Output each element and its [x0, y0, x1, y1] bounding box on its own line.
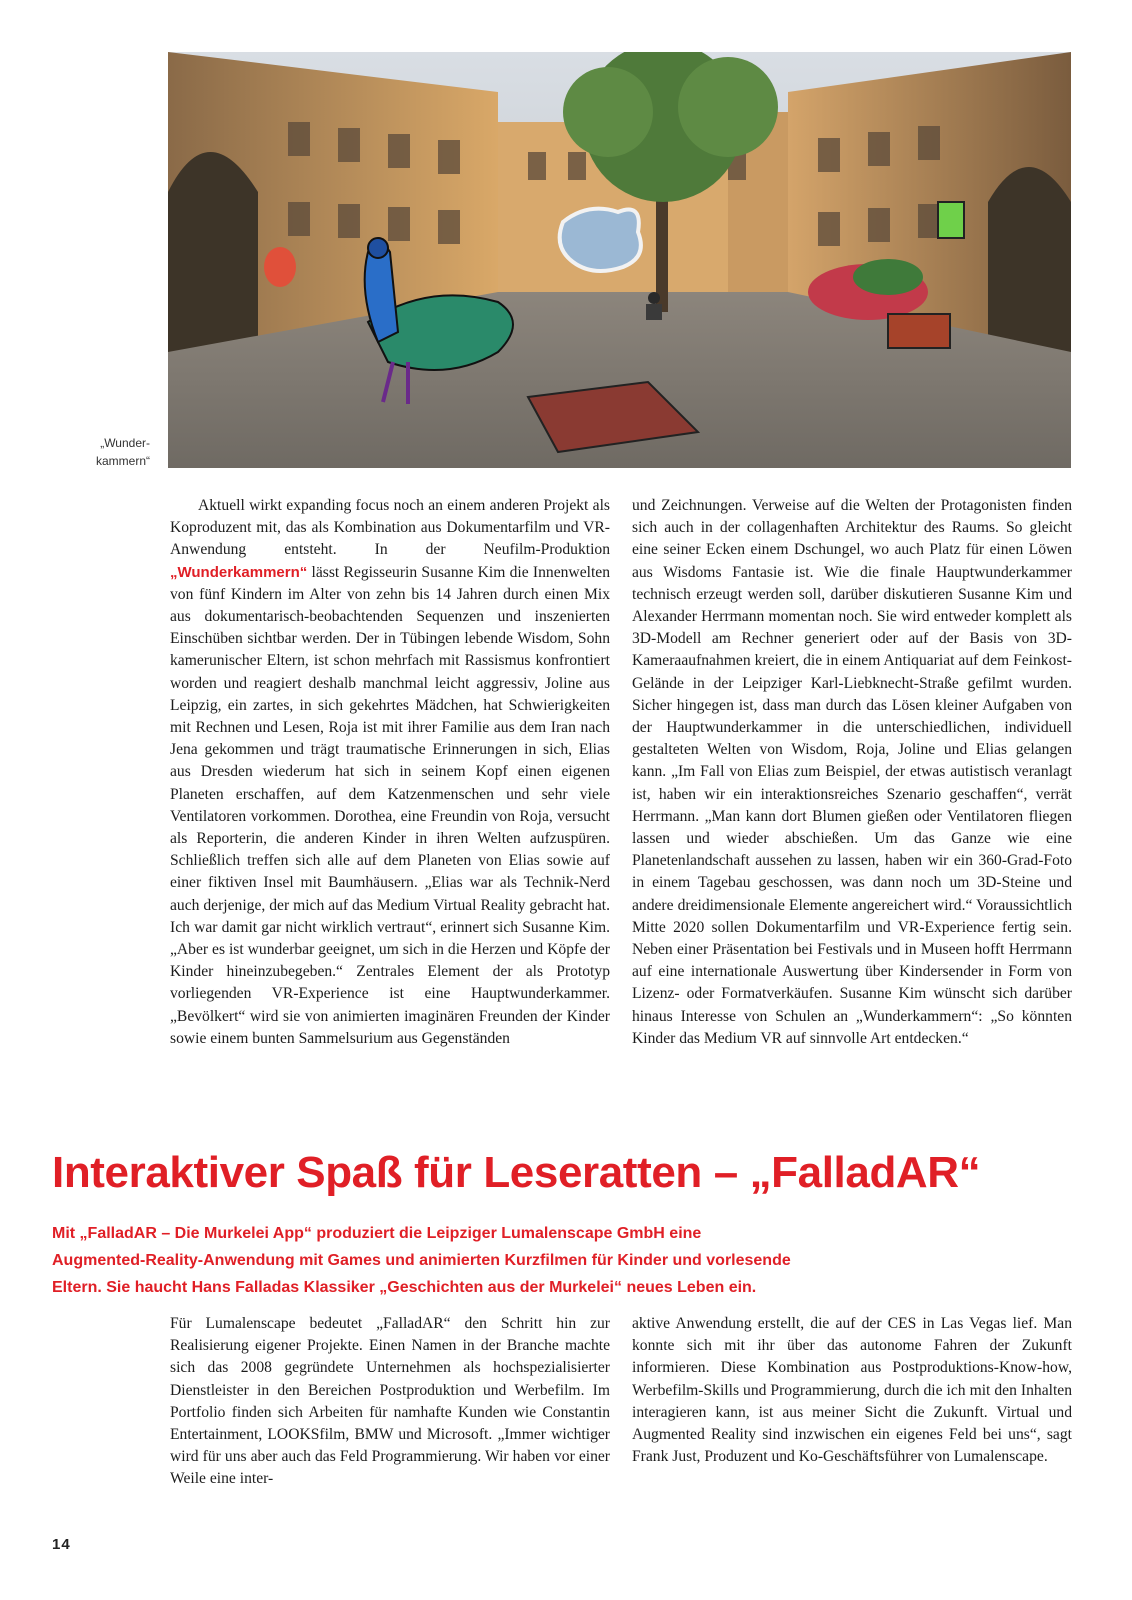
courtyard-panorama-illustration: [168, 52, 1071, 468]
article1-text-end: lässt Regisseurin Susanne Kim die Innenwelten von fünf Kindern im Alter von zehn bis 14 Jahren durch einen Mix aus dokumentarisch-beobachtenden Sequenzen und inszenierten Einschüben sichtbar werden. Der in Tübingen lebende Wisdom, Sohn kamerunischer Eltern, ist schon mehrfach mit Rassismus konfrontiert worden und reagiert deshalb manchmal leicht aggressiv, Joline aus Leipzig, ein zartes, in sich gekehrtes Mädchen, hat Schwierigkeiten mit Rechnen und Lesen, Roja ist mit ihrer Familie aus dem Iran nach Jena gekommen und trägt traumatische Erinnerungen in sich, Elias aus Dresden wiederum hat sich in seinem Kopf einen eigenen Planeten erschaffen, auf dem Katzenmenschen und sehr viele Ventilatoren vorkommen. Dorothea, eine Freundin von Roja, versucht als Reporterin, die anderen Kinder in ihren Welten aufzuspüren. Schließlich treffen sich alle auf dem Planeten von Elias sowie auf einer fiktiven Insel mit Baumhäusern. „Elias war als Technik-Nerd auch derjenige, der mich auf das Medium Virtual Reality gebracht hat. Ich war damit gar nicht wirklich vertraut“, erinnert sich Susanne Kim. „Aber es ist wunderbar geeignet, um sich in die Herzen und Köpfe der Kinder hineinzubegeben.“ Zentrales Element der als Prototyp vorliegenden VR-Experience ist eine Hauptwunderkammer. „Bevölkert“ wird sie von animierten imaginären Freunden der Kinder sowie einem bunten Sammelsurium aus Gegenständen: [170, 563, 610, 1047]
article2-paragraph-continued: aktive Anwendung erstellt, die auf der CES in Las Vegas lief. Man konnte sich mit ihr über das autonome Fahren der Zukunft informieren. Diese Kombination aus Postproduktions-Know-how, Werbefilm-Skills und Programmierung, durch die ich mit den Inhalten interagieren kann, ist aus meiner Sicht die Zukunft. Virtual und Augmented Reality sind inzwischen ein eigenes Feld bei uns“, sagt Frank Just, Produzent und Ko-Geschäftsführer von Lumalenscape.: [632, 1315, 1072, 1466]
article2-headline: Interaktiver Spaß für Leseratten – „FalladAR“: [52, 1148, 981, 1197]
article1-paragraph: [170, 495, 610, 1050]
lead-line: Augmented-Reality-Anwendung mit Games und animierten Kurzfilmen für Kinder und vorlesende: [52, 1252, 791, 1269]
article1-column-right: [632, 495, 1072, 1050]
lead-line: Mit „FalladAR – Die Murkelei App“ produziert die Leipziger Lumalenscape GmbH eine: [52, 1225, 702, 1242]
lead-line: Eltern. Sie haucht Hans Falladas Klassiker „Geschichten aus der Murkelei“ neues Leben ein.: [52, 1279, 757, 1296]
article1-column-left: [170, 495, 610, 1050]
article1-paragraph-continued: und Zeichnungen. Verweise auf die Welten der Protagonisten finden sich auch in der collagenhaften Architektur des Raums. So gleicht eine seiner Ecken einem Dschungel, wo auch Platz für einen Löwen aus Wisdoms Fantasie ist. Wie die finale Hauptwunderkammer technisch erzeugt werden soll, darüber diskutieren Susanne Kim und Alexander Herrmann momentan noch. Sie wird entweder komplett als 3D-Modell am Rechner generiert oder auf der Basis von 3D-Kameraaufnahmen kreiert, die in einem Antiquariat auf dem Feinkost-Gelände in der Leipziger Karl-Liebknecht-Straße gefilmt wurden. Sicher hingegen ist, dass man durch das Lösen kleiner Aufgaben von der Hauptwunderkammer in die unterschiedlichen, individuell gestalteten Welten von Wisdom, Roja, Joline und Elias gelangen kann. „Im Fall von Elias zum Beispiel, der etwas autistisch veranlagt ist, haben wir ein interaktionsreiches Szenario geschaffen“, verrät Herrmann. „Man kann dort Blumen gießen oder Ventilatoren fliegen lassen und wieder abschießen. Um das Ganze wie eine Planetenlandschaft aussehen zu lassen, haben wir ein 360-Grad-Foto in einem Tagebau geschossen, was dann noch um 3D-Steine und andere dreidimensionale Elemente angereichert wird.“ Voraussichtlich Mitte 2020 sollen Dokumentarfilm und VR-Experience fertig sein. Neben einer Präsentation bei Festivals und in Museen hofft Herrmann auf eine internationale Auswertung über Kindersender in Form von Lizenz- oder Formatverkäufen. Susanne Kim wünscht sich darüber hinaus Interesse von Schulen an „Wunderkammern“: „So könnten Kinder das Medium VR auf sinnvolle Art entdecken.“: [632, 497, 1072, 1047]
photo-caption: „Wunder-kammern“: [95, 436, 150, 468]
page-number: 14: [52, 1536, 71, 1553]
article2-column-left: [170, 1313, 610, 1491]
article2-paragraph: Für Lumalenscape bedeutet „FalladAR“ den Schritt hin zur Realisierung eigener Projekte. Einen Namen in der Branche machte sich das 2008 gegründete Unternehmen als hochspezialisierter Dienstleister in den Bereichen Postproduktion und Werbefilm. Im Portfolio finden sich Arbeiten für namhafte Kunden wie Constantin Entertainment, LOOKSfilm, BMW und Microsoft. „Immer wichtiger wird für uns aber auch das Feld Programmierung. Wir haben vor einer Weile eine inter-: [170, 1315, 610, 1488]
wunderkammern-photo: [168, 52, 1071, 468]
article2-column-right: [632, 1313, 1072, 1468]
article1-text-start: Aktuell wirkt expanding focus noch an einem anderen Projekt als Koproduzent mit, das als Kombination aus Dokumentarfilm und VR-Anwendung entsteht. In der Neufilm-Produktion: [170, 497, 610, 559]
article2-lead: [52, 1220, 1092, 1301]
wunderkammern-highlight: „Wunderkammern“: [170, 563, 308, 581]
